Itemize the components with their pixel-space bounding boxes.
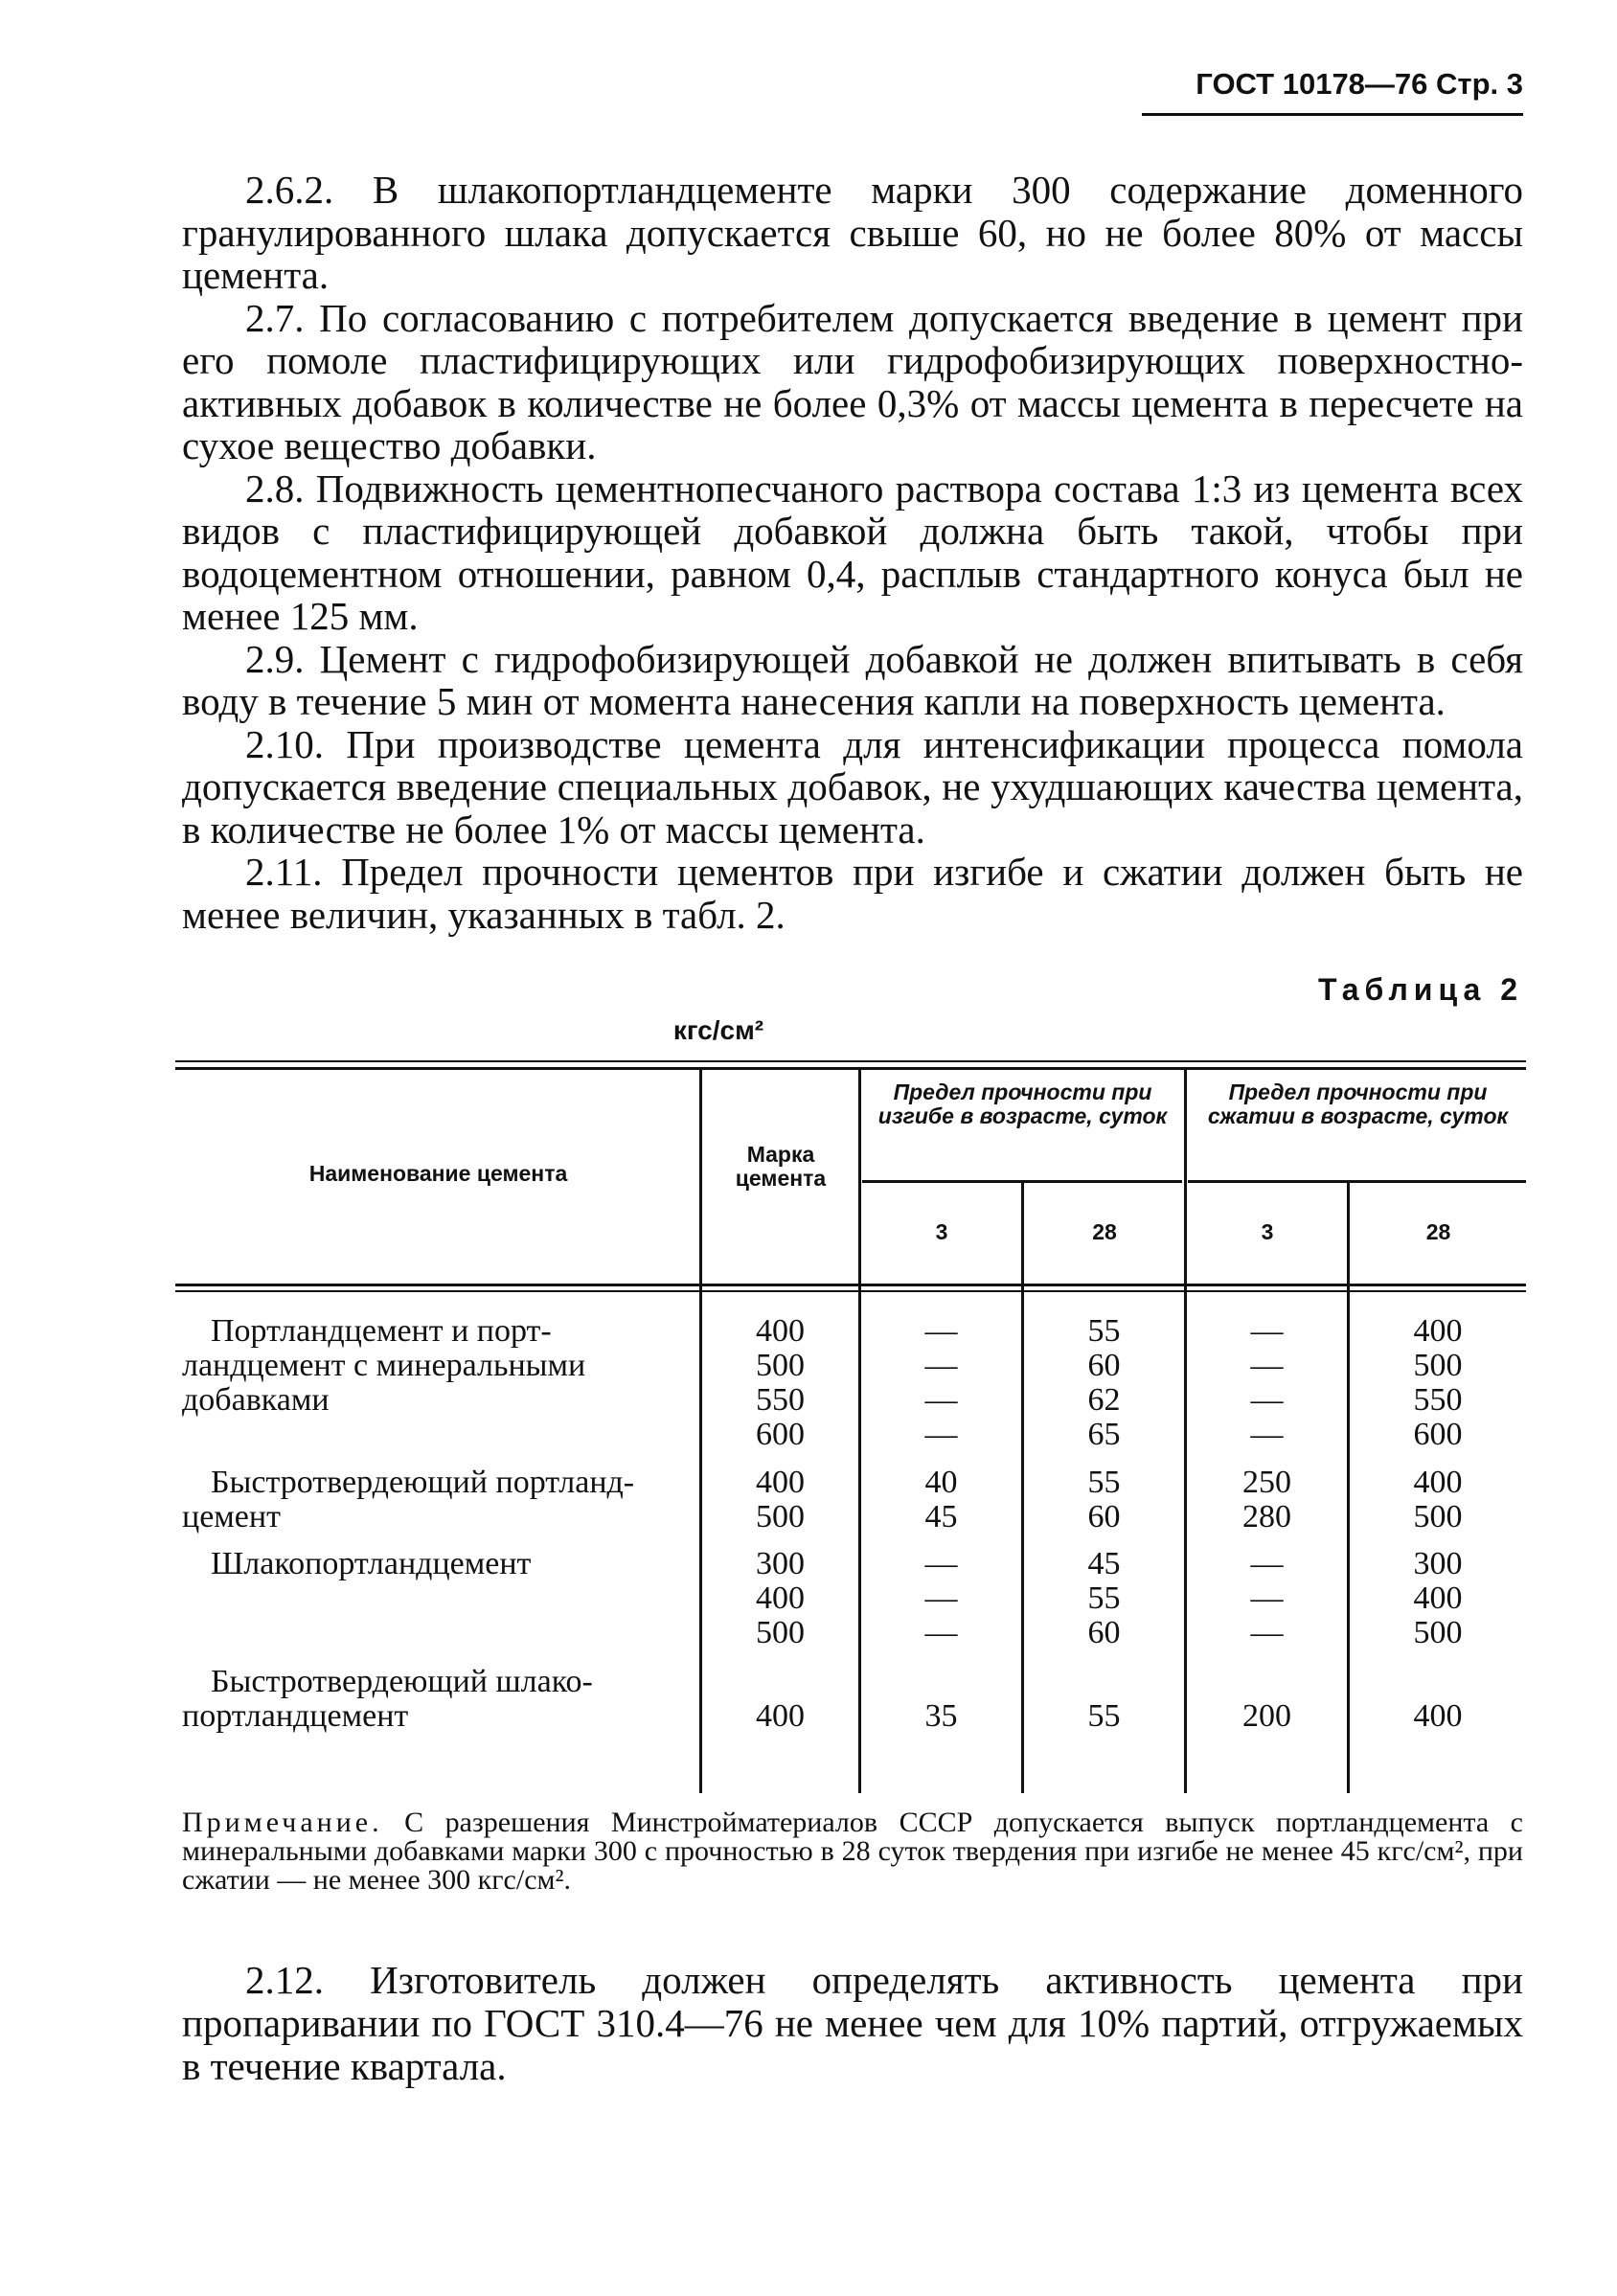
group-4-comp3 bbox=[1187, 1699, 1347, 1734]
group-1-bend28 bbox=[1024, 1314, 1184, 1452]
table-cell: 600 bbox=[756, 1417, 805, 1452]
paragraph-2-9: 2.9. Цемент с гидрофобизирующей добавкой не должен впитывать в себя воду в течение 5 мин от момента нанесения капли на поверхность цемента. bbox=[182, 636, 1523, 723]
group-4-bend3 bbox=[861, 1699, 1021, 1734]
table-cell: — bbox=[1250, 1382, 1284, 1418]
paragraph-2-11: 2.11. Предел прочности цементов при изгибе и сжатии должен быть не менее величин, указанных в табл. 2. bbox=[182, 850, 1523, 937]
table-cell: 62 bbox=[1087, 1382, 1121, 1418]
group-1-comp28 bbox=[1350, 1314, 1526, 1452]
group-4-comp28 bbox=[1350, 1699, 1526, 1734]
note-text: С разрешения Минстройматериалов СССР допускается выпуск портландцемента с минеральными добавками марки 300 с прочностью в 28 суток твердения при изгибе не менее 45 кгс/см², при сжатии — не менее 300 кгс/см². bbox=[182, 1807, 1523, 1896]
group-2-bend28 bbox=[1024, 1466, 1184, 1534]
header-comp-day3: 3 bbox=[1261, 1219, 1274, 1244]
group-2-comp28 bbox=[1350, 1466, 1526, 1534]
table-cell: — bbox=[924, 1546, 958, 1581]
page-header: ГОСТ 10178—76 Стр. 3 bbox=[1196, 67, 1523, 101]
table-cell: 60 bbox=[1087, 1348, 1121, 1383]
table-note bbox=[182, 1808, 1523, 1895]
group-4-grades bbox=[702, 1699, 858, 1734]
table-cell: 550 bbox=[756, 1382, 805, 1418]
note-label: Примечание. bbox=[182, 1807, 383, 1838]
header-name: Наименование цемента bbox=[308, 1161, 568, 1186]
group-3-comp3 bbox=[1187, 1547, 1347, 1650]
table-cell: — bbox=[924, 1382, 958, 1418]
table-cell: — bbox=[1250, 1546, 1284, 1581]
header-compression: Предел прочности при сжатии в возрасте, суток bbox=[1207, 1080, 1509, 1128]
table-cell: — bbox=[924, 1417, 958, 1452]
table-cell: 500 bbox=[1413, 1348, 1463, 1383]
table-cell: 55 bbox=[1087, 1580, 1121, 1616]
table-cell: 400 bbox=[1413, 1580, 1463, 1616]
table-cell: — bbox=[924, 1348, 958, 1383]
table-cell: 400 bbox=[1413, 1465, 1463, 1500]
table-cell: 300 bbox=[1413, 1546, 1463, 1581]
table-cell: 65 bbox=[1087, 1417, 1121, 1452]
table-cell: 550 bbox=[1413, 1382, 1463, 1418]
group-3-grades bbox=[702, 1547, 858, 1650]
table-cell: 55 bbox=[1087, 1465, 1121, 1500]
paragraph-2-7: 2.7. По согласованию с потребителем допускается введение в цемент при его помоле пластифицирующих или гидрофобизирующих поверхностно-активных добавок в количестве не более 0,3% от массы цемента в пересчете на сухое вещество добавки. bbox=[182, 295, 1523, 467]
header-rule bbox=[1142, 113, 1523, 116]
table-cell: 60 bbox=[1087, 1615, 1121, 1650]
table-cell: 300 bbox=[756, 1546, 805, 1581]
table-cell: 400 bbox=[756, 1465, 805, 1500]
group-1-grades bbox=[702, 1314, 858, 1452]
table-cell: — bbox=[924, 1313, 958, 1349]
table-cell: 500 bbox=[1413, 1499, 1463, 1534]
table-cell: 45 bbox=[1087, 1546, 1121, 1581]
group-1-comp3 bbox=[1187, 1314, 1347, 1452]
compression-subheader-rule bbox=[1188, 1180, 1526, 1183]
paragraph-2-10: 2.10. При производстве цемента для интенсификации процесса помола допускается введение специальных добавок, не ухудшающих качества цемента, в количестве не более 1% от массы цемента. bbox=[182, 721, 1523, 852]
table-cell: 400 bbox=[1413, 1313, 1463, 1349]
table-cell: — bbox=[1250, 1313, 1284, 1349]
table-header-rule-1 bbox=[175, 1284, 1526, 1286]
group-4-name: Быстротвердеющий шлако- портландцемент bbox=[182, 1664, 593, 1734]
table-units: кгс/см² bbox=[672, 1015, 764, 1045]
group-1-name: Портландцемент и порт- ландцемент с минеральными добавками bbox=[182, 1313, 586, 1418]
table-cell: — bbox=[1250, 1348, 1284, 1383]
header-bend-day28: 28 bbox=[1092, 1219, 1117, 1244]
table-cell: — bbox=[1250, 1580, 1284, 1616]
group-2-name: Быстротвердеющий портланд- цемент bbox=[182, 1465, 635, 1534]
group-3-bend28 bbox=[1024, 1547, 1184, 1650]
group-1-bend3 bbox=[861, 1314, 1021, 1452]
table-cell: 400 bbox=[1413, 1698, 1463, 1734]
table-cell: 55 bbox=[1087, 1313, 1121, 1349]
table-cell: 600 bbox=[1413, 1417, 1463, 1452]
paragraph-2-12: 2.12. Изготовитель должен определять активность цемента при пропаривании по ГОСТ 310.4—76 не менее чем для 10% партий, отгружаемых в течение квартала. bbox=[182, 1958, 1523, 2088]
table-cell: 35 bbox=[924, 1698, 958, 1734]
table-cell: 45 bbox=[924, 1499, 958, 1534]
table-header-rule-2 bbox=[175, 1290, 1526, 1292]
body-text bbox=[182, 169, 1523, 936]
group-2-grades bbox=[702, 1466, 858, 1534]
header-grade: Марка цемента bbox=[735, 1142, 827, 1191]
table-cell: 400 bbox=[756, 1580, 805, 1616]
table-cell: 200 bbox=[1242, 1698, 1291, 1734]
group-3-name: Шлакопортландцемент bbox=[211, 1546, 532, 1581]
table-cell: 60 bbox=[1087, 1499, 1121, 1534]
table-top-rule-1 bbox=[175, 1060, 1526, 1062]
table-cell: 250 bbox=[1242, 1465, 1291, 1500]
group-2-bend3 bbox=[861, 1466, 1021, 1534]
group-4-bend28 bbox=[1024, 1699, 1184, 1734]
group-2-comp3 bbox=[1187, 1466, 1347, 1534]
header-bend-day3: 3 bbox=[935, 1219, 948, 1244]
table-top-rule-2 bbox=[175, 1067, 1526, 1070]
table-cell: 55 bbox=[1087, 1698, 1121, 1734]
paragraph-2-6-2: 2.6.2. В шлакопортландцементе марки 300 содержание доменного гранулированного шлака допускается свыше 60, но не более 80% от массы цемента. bbox=[182, 168, 1523, 297]
table-cell: 500 bbox=[756, 1499, 805, 1534]
group-3-comp28 bbox=[1350, 1547, 1526, 1650]
header-bending: Предел прочности при изгибе в возрасте, суток bbox=[877, 1080, 1168, 1128]
table-caption: Таблица 2 bbox=[1317, 972, 1523, 1007]
table-cell: — bbox=[924, 1615, 958, 1650]
table-cell: 400 bbox=[756, 1698, 805, 1734]
final-section bbox=[182, 1959, 1523, 2088]
table-cell: — bbox=[1250, 1417, 1284, 1452]
table-cell: 400 bbox=[756, 1313, 805, 1349]
table-cell: 500 bbox=[756, 1348, 805, 1383]
table-cell: 500 bbox=[756, 1615, 805, 1650]
table-cell: — bbox=[1250, 1615, 1284, 1650]
header-comp-day28: 28 bbox=[1425, 1219, 1451, 1244]
table-cell: — bbox=[924, 1580, 958, 1616]
table-cell: 500 bbox=[1413, 1615, 1463, 1650]
group-3-bend3 bbox=[861, 1547, 1021, 1650]
table-cell: 40 bbox=[924, 1465, 958, 1500]
table-cell: 280 bbox=[1242, 1499, 1291, 1534]
paragraph-2-8: 2.8. Подвижность цементнопесчаного раствора состава 1:3 из цемента всех видов с пластифицирующей добавкой должна быть такой, чтобы при водоцементном отношении, равном 0,4, расплыв стандартного конуса был не менее 125 мм. bbox=[182, 466, 1523, 638]
